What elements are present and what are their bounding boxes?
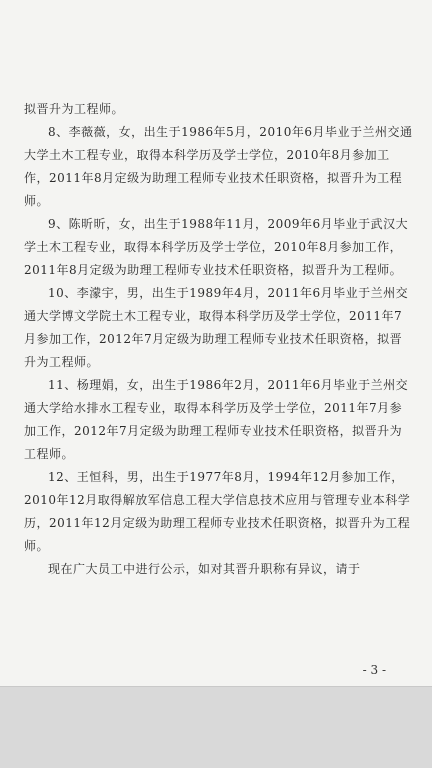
viewer-background [0, 687, 432, 768]
paragraph-notice: 现在广大员工中进行公示，如对其晋升职称有异议，请于 [48, 562, 361, 576]
paragraph-item-10: 10、李濛宇，男，出生于1989年4月，2011年6月毕业于兰州交通大学博文学院土木工程专业，取得本科学历及学士学位，2011年7月参加工作，2012年7月定级为助理工程师专业技术任职资格，拟晋升为工程师。 [24, 286, 409, 369]
paragraph-item-11: 11、杨理娟，女，出生于1986年2月，2011年6月毕业于兰州交通大学给水排水工程专业，取得本科学历及学士学位，2011年7月参加工作，2012年7月定级为助理工程师专业技术任职资格，拟晋升为工程师。 [24, 378, 409, 461]
page-number: - 3 - [362, 663, 386, 677]
document-body [24, 98, 414, 581]
paragraph-item-12: 12、王恒科，男，出生于1977年8月，1994年12月参加工作，2010年12月取得解放军信息工程大学信息技术应用与管理专业本科学历，2011年12月定级为助理工程师专业技术任职资格，拟晋升为工程师。 [24, 470, 411, 553]
paragraph-item-8: 8、李薇薇，女，出生于1986年5月，2010年6月毕业于兰州交通大学土木工程专业，取得本科学历及学士学位，2010年8月参加工作，2011年8月定级为助理工程师专业技术任职资格，拟晋升为工程师。 [24, 125, 413, 208]
paragraph-continuation: 拟晋升为工程师。 [24, 102, 125, 116]
paragraph-item-9: 9、陈昕昕，女，出生于1988年11月，2009年6月毕业于武汉大学土木工程专业，取得本科学历及学士学位，2010年8月参加工作，2011年8月定级为助理工程师专业技术任职资格，拟晋升为工程师。 [24, 217, 409, 277]
